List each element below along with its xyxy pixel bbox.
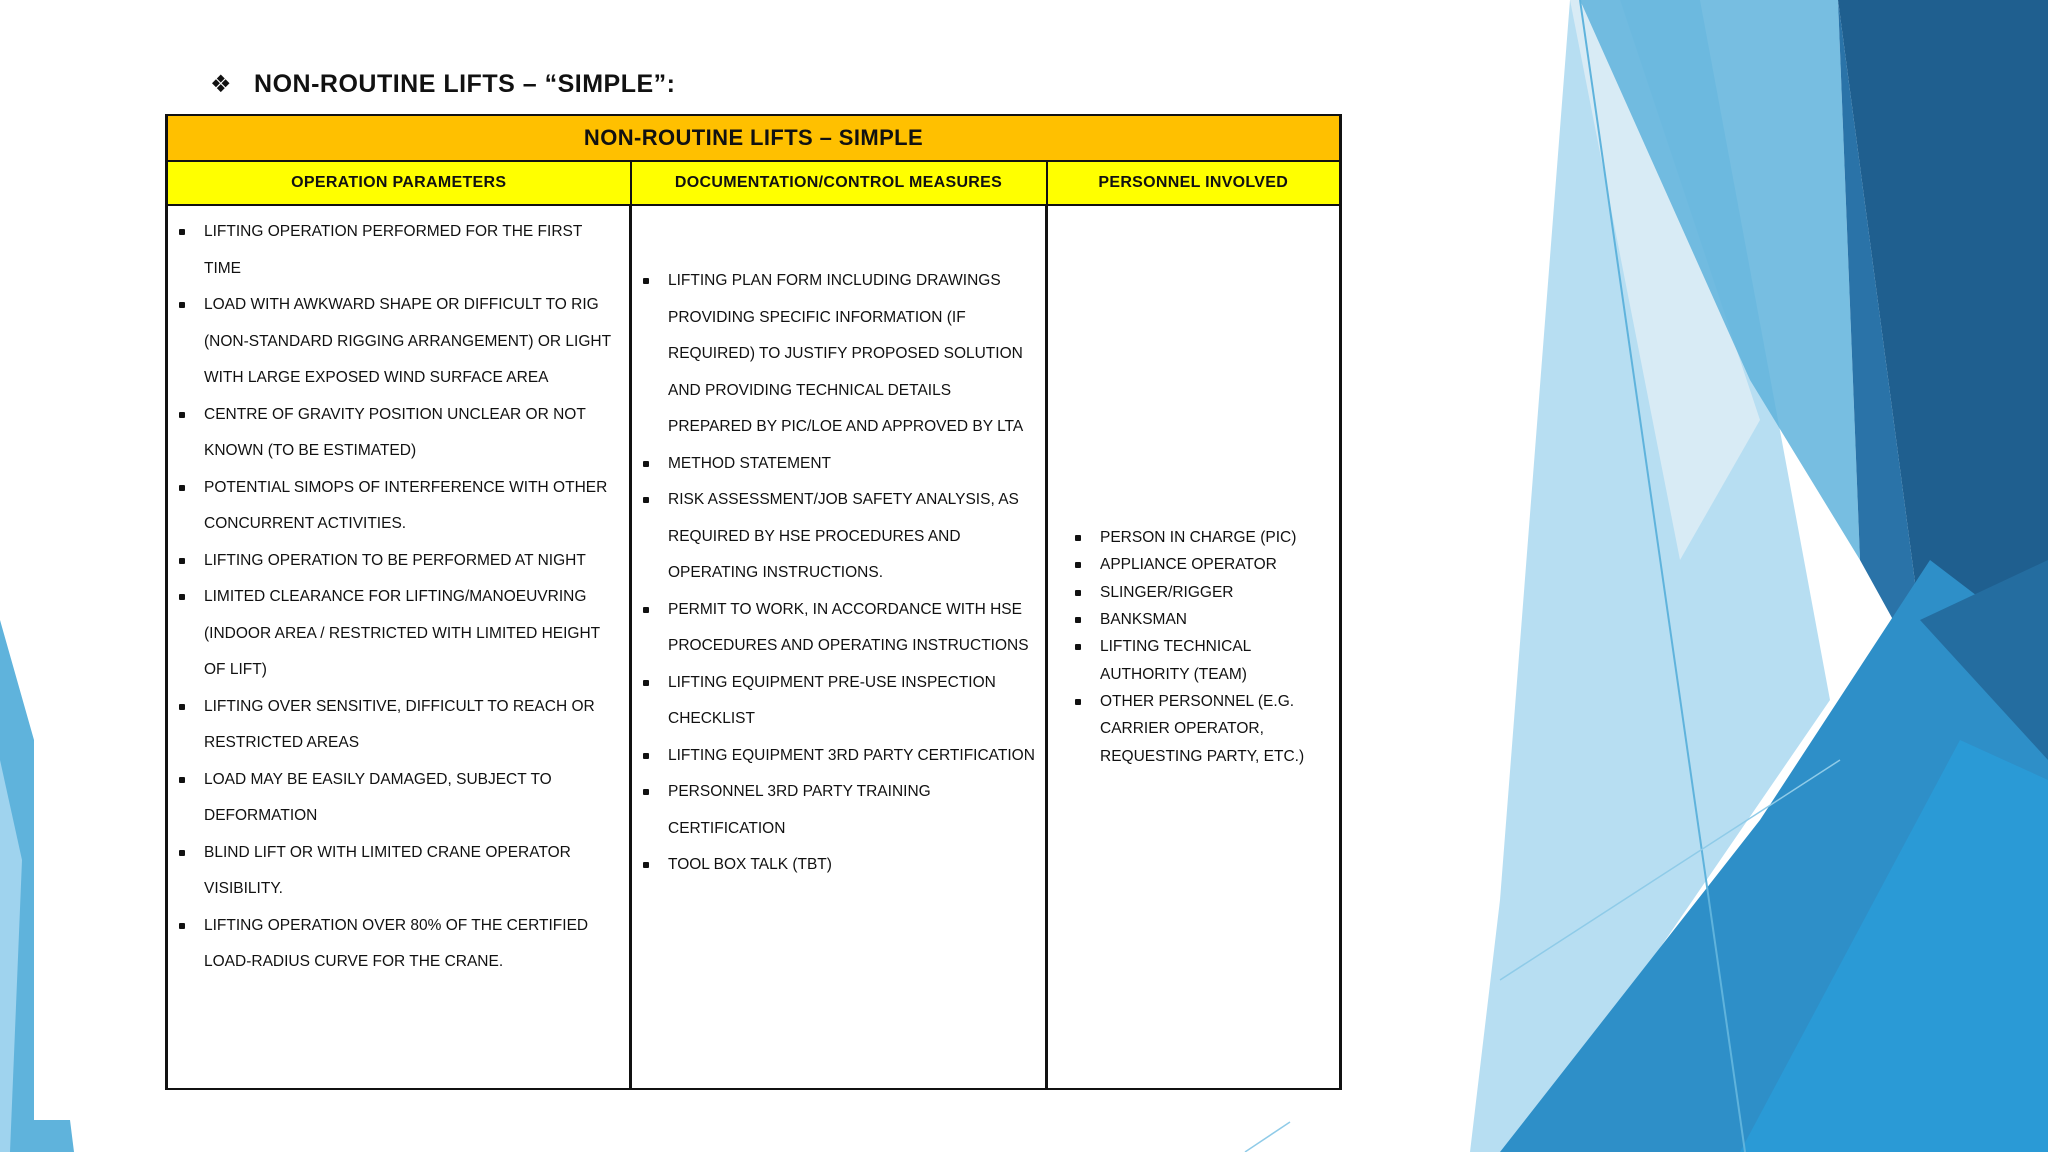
documentation-control-measures-list xyxy=(632,206,1045,884)
slide-heading xyxy=(210,70,675,99)
list-item: LIFTING OPERATION OVER 80% OF THE CERTIFIED LOAD-RADIUS CURVE FOR THE CRANE. xyxy=(204,908,621,981)
list-item: TOOL BOX TALK (TBT) xyxy=(668,847,1037,884)
operation-parameters-cell xyxy=(167,205,631,1089)
personnel-involved-list xyxy=(1048,524,1339,770)
list-item: PERSONNEL 3RD PARTY TRAINING CERTIFICATION xyxy=(668,774,1037,847)
list-item: BLIND LIFT OR WITH LIMITED CRANE OPERATOR VISIBILITY. xyxy=(204,835,621,908)
list-item: OTHER PERSONNEL (E.G. CARRIER OPERATOR, REQUESTING PARTY, ETC.) xyxy=(1100,688,1331,770)
list-item: SLINGER/RIGGER xyxy=(1100,579,1331,606)
slide-heading-text: NON-ROUTINE LIFTS – “SIMPLE”: xyxy=(254,70,676,98)
column-header-documentation: DOCUMENTATION/CONTROL MEASURES xyxy=(631,161,1047,205)
list-item: PERMIT TO WORK, IN ACCORDANCE WITH HSE PROCEDURES AND OPERATING INSTRUCTIONS xyxy=(668,592,1037,665)
list-item: LIFTING EQUIPMENT 3RD PARTY CERTIFICATION xyxy=(668,738,1037,775)
personnel-involved-cell xyxy=(1047,205,1341,1089)
column-header-operation-parameters: OPERATION PARAMETERS xyxy=(167,161,631,205)
list-item: LIFTING OPERATION TO BE PERFORMED AT NIGHT xyxy=(204,543,621,580)
documentation-control-measures-cell xyxy=(631,205,1047,1089)
list-item: LOAD WITH AWKWARD SHAPE OR DIFFICULT TO RIG (NON-STANDARD RIGGING ARRANGEMENT) OR LIGHT WITH LARGE EXPOSED WIND SURFACE AREA xyxy=(204,287,621,397)
list-item: LIFTING OPERATION PERFORMED FOR THE FIRST TIME xyxy=(204,214,621,287)
list-item: APPLIANCE OPERATOR xyxy=(1100,551,1331,578)
column-header-personnel: PERSONNEL INVOLVED xyxy=(1047,161,1341,205)
list-item: METHOD STATEMENT xyxy=(668,446,1037,483)
accent-line xyxy=(1245,1122,1290,1152)
diamond-bullet-icon: ❖ xyxy=(210,71,233,98)
list-item: PERSON IN CHARGE (PIC) xyxy=(1100,524,1331,551)
list-item: LIFTING TECHNICAL AUTHORITY (TEAM) xyxy=(1100,633,1331,688)
list-item: RISK ASSESSMENT/JOB SAFETY ANALYSIS, AS REQUIRED BY HSE PROCEDURES AND OPERATING INSTRUCTIONS. xyxy=(668,482,1037,592)
list-item: LIMITED CLEARANCE FOR LIFTING/MANOEUVRING (INDOOR AREA / RESTRICTED WITH LIMITED HEIGHT OF LIFT) xyxy=(204,579,621,689)
lift-classification-table xyxy=(165,114,1342,1090)
list-item: CENTRE OF GRAVITY POSITION UNCLEAR OR NOT KNOWN (TO BE ESTIMATED) xyxy=(204,397,621,470)
list-item: BANKSMAN xyxy=(1100,606,1331,633)
operation-parameters-list xyxy=(168,206,629,981)
list-item: LIFTING EQUIPMENT PRE-USE INSPECTION CHECKLIST xyxy=(668,665,1037,738)
table-title: NON-ROUTINE LIFTS – SIMPLE xyxy=(167,115,1341,161)
list-item: POTENTIAL SIMOPS OF INTERFERENCE WITH OTHER CONCURRENT ACTIVITIES. xyxy=(204,470,621,543)
list-item: LIFTING PLAN FORM INCLUDING DRAWINGS PROVIDING SPECIFIC INFORMATION (IF REQUIRED) TO JUSTIFY PROPOSED SOLUTION AND PROVIDING TECHNICAL DETAILS PREPARED BY PIC/LOE AND APPROVED BY LTA xyxy=(668,263,1037,446)
list-item: LIFTING OVER SENSITIVE, DIFFICULT TO REACH OR RESTRICTED AREAS xyxy=(204,689,621,762)
list-item: LOAD MAY BE EASILY DAMAGED, SUBJECT TO DEFORMATION xyxy=(204,762,621,835)
